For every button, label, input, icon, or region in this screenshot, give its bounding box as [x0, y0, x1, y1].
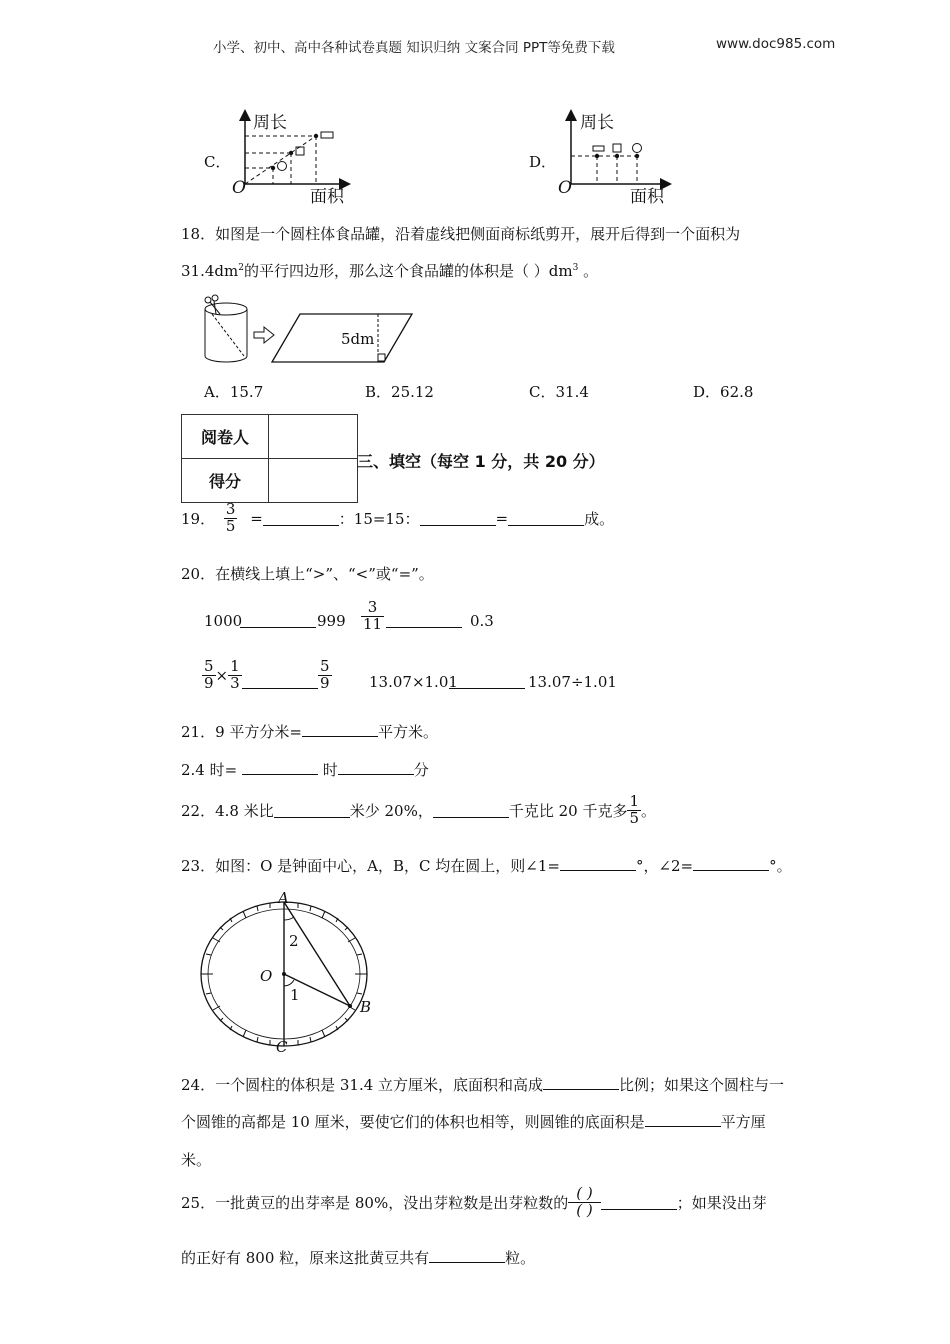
q24-blank-1[interactable] [543, 1074, 619, 1090]
clock-label-o: O [260, 967, 273, 985]
q19: 19． $\frac{3}{5}$ = ：15=15： = 成。 [181, 500, 615, 535]
q22-blank-2[interactable] [433, 802, 509, 818]
clock-figure [198, 894, 373, 1056]
q21-line1: 21．9 平方分米= 平方米。 [181, 723, 438, 741]
q19-blank-2[interactable] [420, 510, 496, 526]
header-left: 小学、初中、高中各种试卷真题 知识归纳 文案合同 PPT等免费下载 [213, 40, 615, 56]
section-title: 三、填空（每空 1 分，共 20 分） [357, 452, 605, 471]
clock-angle-2: 2 [289, 932, 299, 950]
q18-line2: $31.4dm^2$的平行四边形，那么这个食品罐的体积是（ ）$dm^3$ 。 [181, 262, 599, 280]
score-table [181, 414, 358, 503]
score-label: 得分 [182, 459, 269, 503]
q20-a-left: 1000 [204, 612, 243, 630]
q23-text: 23．如图：O 是钟面中心，A，B，C 均在圆上，则∠1= °，∠2= °。 [181, 857, 792, 875]
q21-blank-3[interactable] [338, 759, 414, 775]
q20-a-right: 999 [317, 612, 346, 630]
q20-title: 20．在横线上填上“>”、“<”或“=”。 [181, 565, 434, 583]
q25-blank-1[interactable] [601, 1194, 677, 1210]
q20-c-right: $\frac{5}{9}$ [320, 657, 330, 692]
q21-line2: 2.4 时= 时 分 [181, 761, 429, 779]
graph-d-origin: O [558, 178, 572, 198]
q21-blank-1[interactable] [302, 721, 378, 737]
q23-blank-1[interactable] [560, 855, 636, 871]
clock-label-c: C [276, 1038, 288, 1056]
q20-blank-d[interactable] [449, 673, 525, 689]
score-cell[interactable] [269, 459, 358, 503]
q24-line1: 24．一个圆柱的体积是 31.4 立方厘米，底面积和高成 比例；如果这个圆柱与一 [181, 1076, 785, 1094]
graph-c-x-label: 面积 [310, 187, 344, 207]
q25-blank-2[interactable] [429, 1247, 505, 1263]
q18-line1: 18．如图是一个圆柱体食品罐，沿着虚线把侧面商标纸剪开，展开后得到一个面积为 [181, 225, 741, 243]
q20-blank-c[interactable] [242, 673, 318, 689]
q19-blank-1[interactable] [263, 510, 339, 526]
reviewer-label: 阅卷人 [182, 415, 269, 459]
q19-blank-3[interactable] [508, 510, 584, 526]
graph-d-x-label: 面积 [630, 187, 664, 207]
q24-line3: 米。 [181, 1151, 212, 1169]
q18-option-c[interactable]: C．31.4 [529, 383, 589, 401]
reviewer-cell[interactable] [269, 415, 358, 459]
q20-d-right: 13.07÷1.01 [528, 673, 617, 691]
q24-line2: 个圆锥的高都是 10 厘米，要使它们的体积也相等，则圆锥的底面积是 平方厘 [181, 1113, 766, 1131]
graph-c-y-label: 周长 [253, 113, 287, 133]
q18-option-a[interactable]: A．15.7 [204, 383, 264, 401]
option-c-label: C． [204, 153, 231, 171]
q20-b-right: 0.3 [470, 612, 494, 630]
q24-blank-2[interactable] [645, 1111, 721, 1127]
q19-fraction: $\frac{3}{5}$ [225, 500, 236, 535]
q25-line1: 25．一批黄豆的出芽率是 80%，没出芽粒数是出芽粒数的 $\frac{( )}{( )}$ ；如果没出芽 [181, 1184, 767, 1219]
clock-label-a: A [278, 889, 289, 907]
clock-angle-1: 1 [290, 986, 300, 1004]
q20-blank-a[interactable] [240, 612, 316, 628]
q20-b: $\frac{3}{11}$ [363, 598, 383, 633]
q22: 22．4.8 米比 米少 20%， 千克比 20 千克多 $\frac{1}{5}$ 。 [181, 792, 657, 827]
q21-blank-2[interactable] [242, 759, 318, 775]
graph-d-y-label: 周长 [580, 113, 614, 133]
q18-option-b[interactable]: B．25.12 [365, 383, 434, 401]
graph-c-origin: O [232, 178, 246, 198]
q18-figure [198, 292, 418, 370]
q18-height-label: 5dm [341, 330, 375, 348]
q20-d-left: 13.07×1.01 [369, 673, 458, 691]
q25-line2: 的正好有 800 粒，原来这批黄豆共有 粒。 [181, 1249, 536, 1267]
header-right[interactable]: www.doc985.com [716, 36, 836, 52]
q23-blank-2[interactable] [693, 855, 769, 871]
q20-c: $\frac{5}{9}$ × $\frac{1}{3}$ [204, 657, 240, 692]
clock-label-b: B [360, 998, 372, 1016]
q18-option-d[interactable]: D．62.8 [693, 383, 754, 401]
q22-blank-1[interactable] [274, 802, 350, 818]
q20-blank-b[interactable] [386, 612, 462, 628]
option-d-label: D． [529, 153, 557, 171]
